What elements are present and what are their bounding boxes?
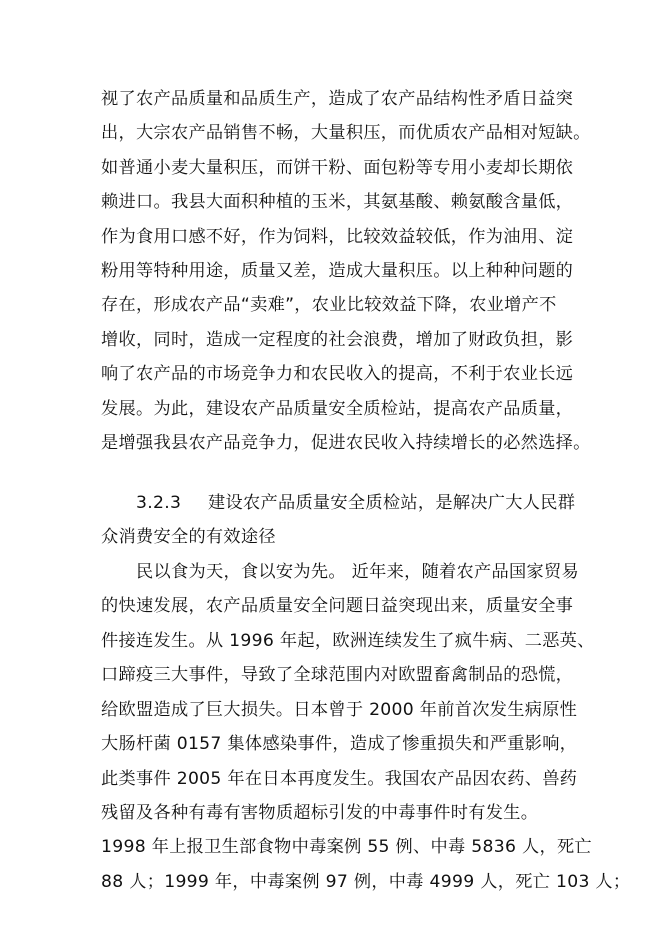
paragraph-line: 存在，形成农产品“卖难”，农业比较效益下降，农业增产不: [101, 295, 557, 315]
paragraph-line: 给欧盟造成了巨大损失。日本曾于 2000 年前首次发生病原性: [101, 700, 578, 720]
paragraph-line: 响了农产品的市场竞争力和农民收入的提高，不利于农业长远: [101, 364, 574, 384]
section-title-line: 建设农产品质量安全质检站，是解决广大人民群: [208, 493, 576, 513]
paragraph-line: 视了农产品质量和品质生产，造成了农产品结构性矛盾日益突: [101, 89, 574, 109]
paragraph-line: 赖进口。我县大面积种植的玉米，其氨基酸、赖氨酸含量低，: [101, 192, 574, 212]
paragraph-line: 大肠杆菌 0157 集体感染事件，造成了惨重损失和严重影响，: [101, 734, 578, 754]
paragraph-line: 民以食为天，食以安为先。 近年来，随着农产品国家贸易: [136, 562, 579, 582]
section-number: 3.2.3: [136, 493, 182, 513]
paragraph-line: 件接连发生。从 1996 年起，欧洲连续发生了疯牛病、二恶英、: [101, 631, 595, 651]
paragraph-line: 的快速发展，农产品质量安全问题日益突现出来，质量安全事: [101, 596, 574, 616]
paragraph-line: 88 人；1999 年，中毒案例 97 例，中毒 4999 人，死亡 103 人；: [101, 872, 631, 892]
paragraph-line: 如普通小麦大量积压，而饼干粉、面包粉等专用小麦却长期依: [101, 158, 574, 178]
section-title-line: 众消费安全的有效途径: [101, 527, 276, 547]
paragraph-line: 作为食用口感不好，作为饲料，比较效益较低，作为油用、淀: [101, 227, 574, 247]
paragraph-line: 此类事件 2005 年在日本再度发生。我国农产品因农药、兽药: [101, 769, 578, 789]
paragraph-line: 残留及各种有毒有害物质超标引发的中毒事件时有发生。: [101, 803, 539, 823]
paragraph-line: 发展。为此，建设农产品质量安全质检站，提高农产品质量，: [101, 399, 574, 419]
paragraph-line: 口蹄疫三大事件，导致了全球范围内对欧盟畜禽制品的恐慌，: [101, 665, 574, 685]
paragraph-line: 出，大宗农产品销售不畅，大量积压，而优质农产品相对短缺。: [101, 123, 591, 143]
paragraph-line: 增收，同时，造成一定程度的社会浪费，增加了财政负担，影: [101, 330, 574, 350]
paragraph-line: 粉用等特种用途，质量又差，造成大量积压。以上种种问题的: [101, 261, 574, 281]
paragraph-line: 是增强我县农产品竞争力，促进农民收入持续增长的必然选择。: [101, 433, 591, 453]
paragraph-line: 1998 年上报卫生部食物中毒案例 55 例、中毒 5836 人，死亡: [101, 837, 592, 857]
